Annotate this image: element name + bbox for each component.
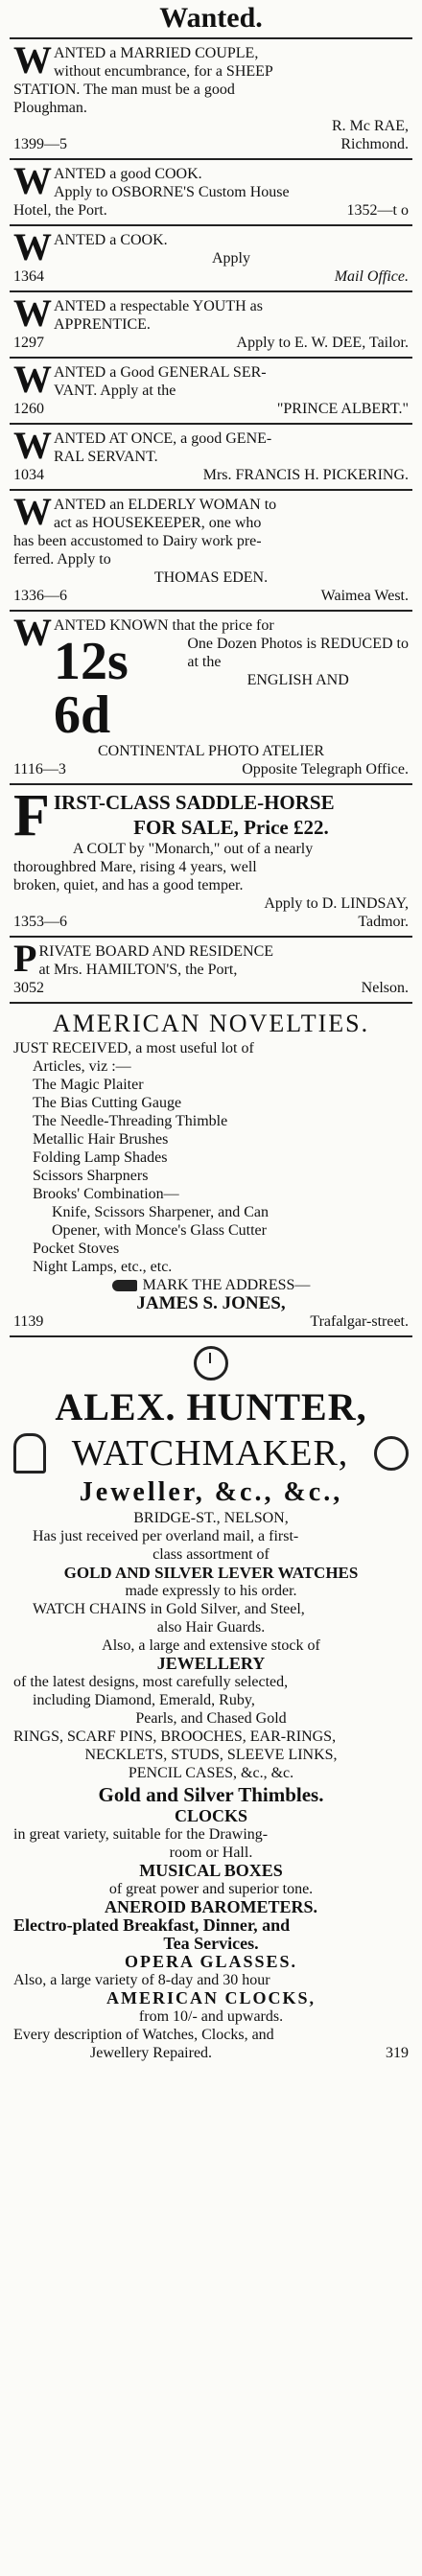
ad-place: Tadmor. (358, 914, 409, 930)
ad-text: RIVATE BOARD AND RESIDENCE (38, 943, 274, 960)
ad-signature: THOMAS EDEN. (153, 569, 269, 586)
divider (10, 936, 412, 938)
ad-ref: 1336—6 (13, 588, 67, 604)
ad-text: Every description of Watches, Clocks, and (13, 2027, 274, 2043)
ad-text: Apply (212, 250, 250, 267)
ad-saddle-horse (10, 783, 412, 933)
ad-ref: 319 (386, 2045, 409, 2061)
ad-private-board (10, 937, 412, 999)
ad-ref: 1297 (13, 335, 44, 351)
ad-text: STATION. The man must be a good (13, 81, 235, 98)
ad-text: broken, quiet, and has a good temper. (13, 877, 244, 893)
drop-cap: W (13, 159, 52, 202)
ad-text: CONTINENTAL PHOTO ATELIER (97, 743, 325, 759)
photo-price: 12s 6d (54, 632, 129, 745)
ad-ref: 1352—t o (346, 202, 409, 219)
ad-text: Apply to OSBORNE'S Custom House (54, 184, 290, 200)
list-item: Folding Lamp Shades (33, 1149, 168, 1166)
list-item: Opener, with Monce's Glass Cutter (52, 1222, 267, 1239)
ad-signature: JAMES S. JONES, (136, 1294, 286, 1312)
ad-text: OPERA GLASSES. (124, 1953, 298, 1971)
ad-place: Mrs. FRANCIS H. PICKERING. (202, 467, 409, 483)
ad-text: RAL SERVANT. (54, 449, 158, 465)
ad-text: Ploughman. (13, 100, 87, 116)
drop-cap: W (13, 611, 52, 654)
ad-text: WATCH CHAINS in Gold Silver, and Steel, (33, 1601, 305, 1617)
drop-cap: W (13, 291, 52, 335)
list-item: Pocket Stoves (33, 1241, 120, 1257)
ad-place: Apply to E. W. DEE, Tailor. (236, 335, 409, 351)
ad-text: also Hair Guards. (156, 1619, 266, 1636)
ad-ref: 1364 (13, 268, 44, 285)
ad-american-novelties (10, 1007, 412, 1333)
ad-text: Tea Services. (163, 1935, 259, 1953)
ad-text: A COLT by "Monarch," out of a nearly (72, 841, 314, 857)
drop-cap: W (13, 358, 52, 401)
ad-ref: 1399—5 (13, 136, 67, 152)
section-heading: Wanted. (159, 2, 263, 34)
ad-text: at Mrs. HAMILTON'S, the Port, (38, 962, 238, 978)
ad-place: "PRINCE ALBERT." (276, 401, 409, 417)
ad-text: ferred. Apply to (13, 551, 111, 568)
ad-text: GOLD AND SILVER LEVER WATCHES (63, 1564, 359, 1582)
drop-cap: W (13, 424, 52, 467)
drop-cap: F (13, 783, 50, 848)
ad-text: Gold and Silver Thimbles. (98, 1783, 324, 1806)
ad-general-servant (10, 358, 412, 420)
ad-text: NECKLETS, STUDS, SLEEVE LINKS, (84, 1747, 338, 1763)
list-item: Scissors Sharpners (33, 1168, 149, 1184)
novelties-title: AMERICAN NOVELTIES. (52, 1010, 370, 1037)
pocket-watch-icon (374, 1436, 409, 1471)
ad-text: act as HOUSEKEEPER, one who (54, 515, 262, 531)
ad-text: of the latest designs, most carefully selected, (13, 1674, 289, 1690)
ad-text: ANTED a good COOK. (54, 166, 202, 182)
ad-ref: 1034 (13, 467, 44, 483)
divider (10, 610, 412, 612)
divider (10, 423, 412, 425)
ad-text: in great variety, suitable for the Drawing- (13, 1826, 269, 1843)
ad-text: class assortment of (152, 1546, 270, 1563)
ad-text: AMERICAN CLOCKS, (106, 1989, 316, 2007)
hunter-name: ALEX. HUNTER, (55, 1385, 367, 1428)
ad-ref: 1353—6 (13, 914, 67, 930)
ad-text: VANT. Apply at the (54, 383, 176, 399)
divider (10, 158, 412, 160)
ad-text: APPRENTICE. (54, 316, 151, 333)
ad-text: Electro-plated Breakfast, Dinner, and (13, 1916, 291, 1935)
ad-ref: 1260 (13, 401, 44, 417)
ad-text: RINGS, SCARF PINS, BROOCHES, EAR-RINGS, (13, 1729, 337, 1745)
ad-text: BRIDGE-ST., NELSON, (133, 1510, 289, 1526)
ad-photo-atelier (10, 611, 412, 780)
ad-cook (10, 225, 412, 288)
ad-text: has been accustomed to Dairy work pre- (13, 533, 262, 549)
divider (10, 224, 412, 226)
ad-married-couple (10, 38, 412, 155)
ad-text: Also, a large and extensive stock of (102, 1637, 320, 1654)
ad-text: including Diamond, Emerald, Ruby, (33, 1692, 255, 1708)
ad-text: MUSICAL BOXES (139, 1862, 283, 1880)
ad-text: JEWELLERY (156, 1655, 266, 1673)
ad-text: ENGLISH AND (246, 672, 349, 688)
ad-text: ANTED a Good GENERAL SER- (54, 364, 267, 381)
ad-text: at the (187, 654, 222, 670)
ad-heading: FOR SALE, Price £22. (133, 816, 329, 839)
ad-servant-at-once (10, 424, 412, 486)
divider (10, 783, 412, 785)
ad-text: Jewellery Repaired. (90, 2045, 213, 2061)
drop-cap: W (13, 490, 52, 533)
drop-cap: W (13, 38, 52, 81)
ad-ref: 3052 (13, 980, 44, 996)
ad-text: Has just received per overland mail, a first- (33, 1528, 299, 1544)
ad-place: Trafalgar-street. (310, 1313, 409, 1330)
ad-text: from 10/- and upwards. (138, 2008, 284, 2025)
ad-place: Waimea West. (320, 588, 409, 604)
drop-cap: W (13, 225, 52, 268)
list-item: Brooks' Combination— (33, 1186, 179, 1202)
ad-text: Articles, viz :— (33, 1058, 131, 1075)
ad-text: JUST RECEIVED, a most useful lot of (13, 1040, 254, 1056)
list-item: The Needle-Threading Thimble (33, 1113, 228, 1129)
ad-youth-apprentice (10, 291, 412, 354)
ad-text: Pearls, and Chased Gold (135, 1710, 287, 1727)
divider (10, 357, 412, 359)
list-item: Metallic Hair Brushes (33, 1131, 169, 1148)
divider (10, 489, 412, 491)
ad-text: thoroughbred Mare, rising 4 years, well (13, 859, 257, 875)
ad-place: Mail Office. (334, 268, 409, 285)
ad-housekeeper (10, 490, 412, 607)
mantel-clock-icon (13, 1433, 46, 1474)
ad-ref: 1139 (13, 1313, 44, 1330)
ad-text: of great power and superior tone. (108, 1881, 314, 1897)
ad-alex-hunter (10, 1340, 412, 2064)
ad-place: Nelson. (361, 980, 409, 996)
divider (10, 37, 412, 39)
list-item: The Magic Plaiter (33, 1077, 144, 1093)
divider (10, 290, 412, 292)
ad-text: Hotel, the Port. (13, 202, 107, 219)
list-item: Night Lamps, etc., etc. (33, 1259, 173, 1275)
ad-text: One Dozen Photos is REDUCED to (187, 636, 409, 652)
ad-text: ANTED AT ONCE, a good GENE- (54, 430, 272, 447)
pocket-watch-icon (194, 1346, 228, 1381)
ad-text: ANTED KNOWN that the price for (54, 617, 274, 634)
ad-text: Also, a large variety of 8-day and 30 hour (13, 1972, 270, 1988)
divider (10, 1335, 412, 1337)
ad-text: CLOCKS (174, 1807, 248, 1825)
ad-text: ANTED a respectable YOUTH as (54, 298, 263, 314)
list-item: Knife, Scissors Sharpener, and Can (52, 1204, 269, 1220)
ad-text: ANTED a MARRIED COUPLE, (54, 45, 259, 61)
ad-text: room or Hall. (169, 1845, 253, 1861)
ad-place: Opposite Telegraph Office. (242, 761, 409, 777)
pointing-hand-icon (112, 1280, 137, 1291)
drop-cap: P (13, 937, 37, 980)
ad-good-cook (10, 159, 412, 221)
ad-place: Richmond. (340, 136, 409, 152)
ad-text: ANTED a COOK. (54, 232, 168, 248)
list-item: The Bias Cutting Gauge (33, 1095, 182, 1111)
ad-text: ANTED an ELDERLY WOMAN to (54, 497, 277, 513)
ad-signature: R. Mc RAE, (332, 118, 409, 134)
ad-text: PENCIL CASES, &c., &c. (128, 1765, 294, 1781)
ad-text: ANEROID BAROMETERS. (104, 1898, 318, 1916)
ad-signature: Apply to D. LINDSAY, (264, 895, 409, 912)
newspaper-column (10, 0, 412, 2064)
hunter-jeweller: Jeweller, &c., &c., (79, 1477, 343, 1507)
ad-text: made expressly to his order. (125, 1583, 297, 1599)
hunter-trade: WATCHMAKER, (71, 1433, 349, 1474)
divider (10, 1002, 412, 1004)
ad-ref: 1116—3 (13, 761, 66, 777)
ad-text: MARK THE ADDRESS— (142, 1277, 311, 1293)
ad-text: without encumbrance, for a SHEEP (54, 63, 273, 80)
ad-heading: IRST-CLASS SADDLE-HORSE (53, 791, 335, 814)
